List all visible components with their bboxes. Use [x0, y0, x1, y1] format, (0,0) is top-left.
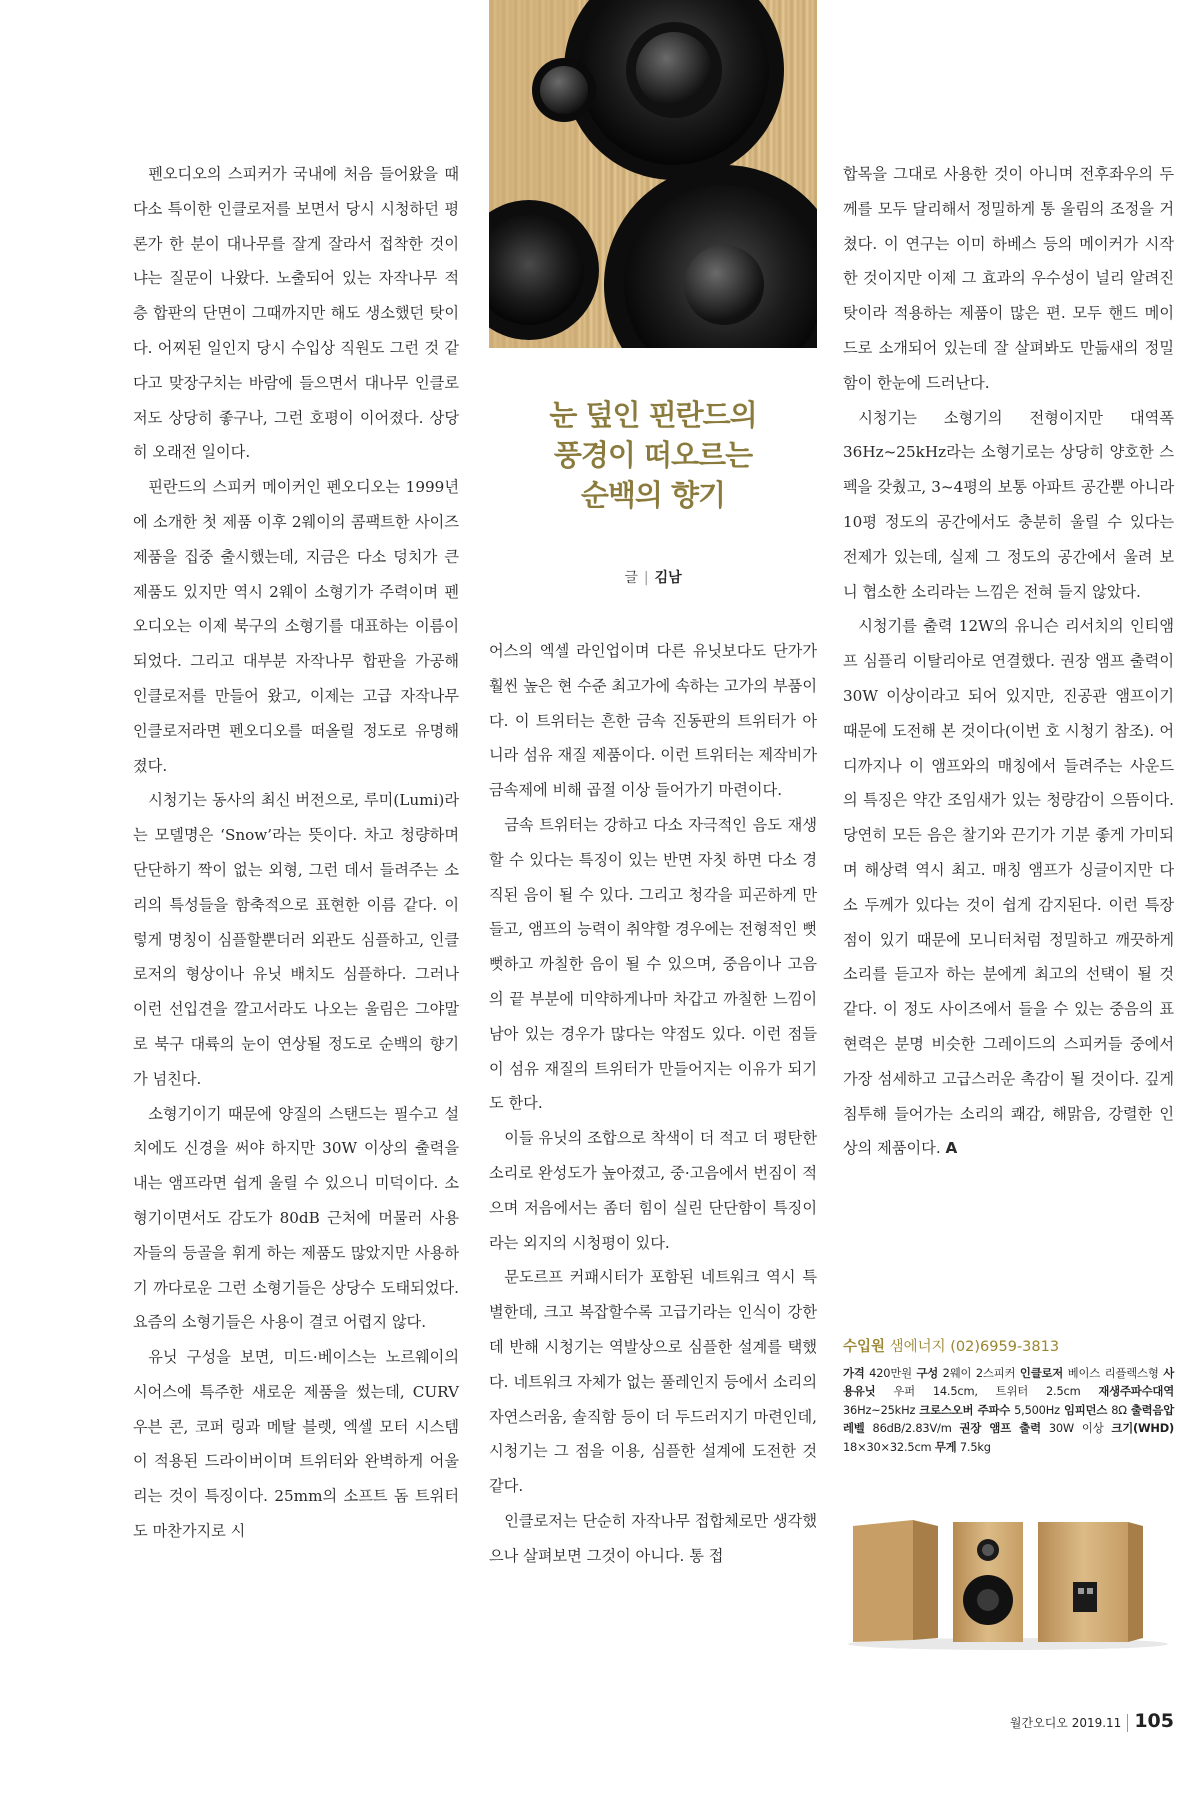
speaker-left-side — [853, 1520, 938, 1642]
spec-value: 베이스 리플렉스형 — [1067, 1366, 1159, 1380]
paragraph-text: 시청기를 출력 12W의 유니슨 리서치의 인티앰프 심플리 이탈리아로 연결했다. 권장 앰프 출력이 30W 이상이라고 되어 있지만, 진공관 앰프이기 때문에 도전해 본 것이다(이번 호 시청기 참조). 어디까지나 이 앰프와의 매칭에서 들려주는 사운드의 특징은 약간 조임새가 있는 청량감이 으뜸이다. 당연히 모든 음은 찰기와 끈기가 기분 좋게 가미되며 해상력 역시 최고. 매칭 앰프가 싱글이지만 다소 두께가 있다는 것이 쉽게 감지된다. 이런 특장점이 있기 때문에 모니터처럼 정밀하고 깨끗하게 소리를 듣고자 하는 분에게 최고의 선택이 될 것 같다. 이 정도 사이즈에서 들을 수 있는 중음의 표현력은 분명 비슷한 그레이드의 스피커들 중에서 가장 섬세하고 고급스러운 촉감이 될 것이다. 깊게 침투해 들어가는 소리의 쾌감, 해맑음, 강렬한 인상의 제품이다. — [843, 617, 1174, 1158]
speaker-photo — [489, 0, 817, 348]
spec-value: 18×30×32.5cm — [843, 1439, 932, 1454]
importer-value: 샘에너지 (02)6959-3813 — [889, 1339, 1060, 1355]
end-mark: A — [945, 1139, 958, 1158]
spec-value: 7.5kg — [959, 1439, 991, 1454]
spec-value: 5,500Hz — [1014, 1402, 1060, 1417]
byline-author: 김남 — [654, 570, 682, 586]
spec-label: 사용유닛 — [843, 1366, 1175, 1399]
spec-label: 크기(WHD) — [1111, 1421, 1174, 1436]
spec-label: 구성 — [916, 1366, 939, 1380]
spec-value: 30W 이상 — [1048, 1421, 1104, 1436]
spec-label: 무게 — [934, 1439, 957, 1454]
paragraph: 금속 트위터는 강하고 다소 자극적인 음도 재생할 수 있다는 특징이 있는 반면 자칫 하면 다소 경직된 음이 될 수 있다. 그리고 청각을 피곤하게 만들고, 앰프의 능력이 취약할 경우에는 전형적인 뻣뻣하고 까칠한 음이 될 수 있으며, 중음이나 고음의 끝 부분에 미약하게나마 차갑고 까칠한 느낌이 남아 있는 경우가 많다는 약점도 있다. 이런 점들이 섬유 재질의 트위터가 만들어지는 이유가 되기도 한다. — [489, 815, 817, 1113]
product-image — [843, 1512, 1174, 1652]
paragraph: 핀란드의 스피커 메이커인 펜오디오는 1999년에 소개한 첫 제품 이후 2웨이의 콤팩트한 사이즈 제품을 집중 출시했는데, 지금은 다소 덩치가 큰 제품도 있지만 역시 2웨이 소형기가 주력이며 펜오디오는 이제 북구의 소형기를 대표하는 이름이 되었다. 그리고 대부분 자작나무 합판을 가공해 인클로저를 만들어 왔고, 이제는 고급 자작나무 인클로저라면 펜오디오를 떠올릴 정도로 유명해졌다. — [133, 478, 459, 775]
paragraph: 펜오디오의 스피커가 국내에 처음 들어왔을 때 다소 특이한 인클로저를 보면서 당시 시청하던 평론가 한 분이 대나무를 잘게 잘라서 접착한 것이냐는 질문이 나왔다. 노출되어 있는 자작나무 적층 합판의 단면이 그때까지만 해도 생소했던 탓이다. 어찌된 일인지 당시 수입상 직원도 그런 것 같다고 맞장구치는 바람에 들으면서 대나무 인클로저도 상당히 좋구나, 그런 호평이 이어졌다. 상당히 오래전 일이다. — [133, 165, 459, 462]
spec-value: 36Hz~25kHz — [843, 1402, 916, 1417]
paragraph: 문도르프 커패시터가 포함된 네트워크 역시 특별한데, 크고 복잡할수록 고급기라는 인식이 강한데 반해 시청기는 역발상으로 심플한 설계를 택했다. 네트워크 자체가 없는 풀레인지 등에서 소리의 자연스러움, 솔직함 등이 더 두드러지기 마련인데, 시청기는 그 점을 이용, 심플한 설계에 도전한 것 같다. — [489, 1268, 817, 1496]
spec-label: 임피던스 — [1063, 1402, 1108, 1417]
paragraph: 시청기는 소형기의 전형이지만 대역폭 36Hz~25kHz라는 소형기로는 상당히 양호한 스펙을 갖췄고, 3~4평의 보통 아파트 공간뿐 아니라 10평 정도의 공간에서도 충분히 울릴 수 있다는 전제가 있는데, 실제 그 정도의 공간에서 울려 보니 협소한 소리라는 느낌은 전혀 들지 않았다. — [843, 408, 1174, 601]
spec-label: 권장 앰프 출력 — [959, 1421, 1041, 1436]
paragraph: 어스의 엑셀 라인업이며 다른 유닛보다도 단가가 훨씬 높은 현 수준 최고가에 속하는 고가의 부품이다. 이 트위터는 흔한 금속 진동판의 트위터가 아니라 섬유 재질 제품이다. 이런 트위터는 제작비가 금속제에 비해 곱절 이상 들어가기 마련이다. — [489, 642, 817, 800]
byline-label: 글 — [624, 570, 638, 586]
paragraph: 인클로저는 단순히 자작나무 접합체로만 생각했으나 살펴보면 그것이 아니다. 통 접 — [489, 1511, 817, 1565]
speaker-rear — [1038, 1522, 1143, 1642]
article-column-middle — [489, 634, 817, 1574]
spec-label: 가격 — [843, 1366, 865, 1380]
spec-value: 우퍼 14.5cm, 트위터 2.5cm — [893, 1384, 1081, 1399]
paragraph — [843, 609, 1174, 1166]
importer-label: 수입원 — [843, 1339, 886, 1355]
headline-line: 눈 덮인 핀란드의 — [549, 398, 757, 432]
paragraph: 합목을 그대로 사용한 것이 아니며 전후좌우의 두께를 모두 달리해서 정밀하게 통 울림의 조정을 거쳤다. 이 연구는 이미 하베스 등의 메이커가 시작한 것이지만 이제 그 효과의 우수성이 널리 알려진 탓이라 적용하는 제품이 많은 편. 모두 핸드 메이드로 소개되어 있는데 잘 살펴봐도 만듦새의 정밀함이 한눈에 드러난다. — [843, 165, 1174, 392]
paragraph: 소형기이기 때문에 양질의 스탠드는 필수고 설치에도 신경을 써야 하지만 30W 이상의 출력을 내는 앰프라면 쉽게 울릴 수 있으니 미덕이다. 소형기이면서도 감도가 80dB 근처에 머물러 사용자들의 등골을 휘게 하는 제품도 많았지만 사용하기 까다로운 그런 소형기들은 상당수 도태되었다. 요즘의 소형기들은 사용이 결코 어렵지 않다. — [133, 1104, 459, 1332]
spec-value: 8Ω — [1111, 1402, 1127, 1417]
magazine-issue: 월간오디오 2019.11 — [1009, 1716, 1122, 1730]
paragraph: 시청기는 동사의 최신 버전으로, 루미(Lumi)라는 모델명은 ‘Snow’라는 뜻이다. 차고 청량하며 단단하기 짝이 없는 외형, 그런 데서 들려주는 소리의 특성들을 함축적으로 표현한 이름 같다. 이렇게 명칭이 심플할뿐더러 외관도 심플하고, 인클로저의 형상이나 유닛 배치도 심플하다. 그러나 이런 선입견을 깔고서라도 나오는 울림은 그야말로 북구 대륙의 눈이 연상될 정도로 순백의 향기가 넘친다. — [133, 791, 459, 1088]
spec-list — [843, 1364, 1174, 1456]
headline-line: 순백의 향기 — [580, 478, 726, 512]
spec-label: 인클로저 — [1019, 1366, 1064, 1380]
article-column-left — [133, 157, 459, 1549]
spec-value: 86dB/2.83V/m — [872, 1421, 952, 1436]
headline-line: 풍경이 떠오르는 — [553, 438, 753, 472]
importer-line — [843, 1335, 1174, 1356]
page-footer — [1010, 1710, 1174, 1732]
spec-label: 출력음압레벨 — [843, 1402, 1175, 1436]
speaker-front — [953, 1522, 1023, 1642]
spec-label: 크로스오버 주파수 — [919, 1402, 1011, 1417]
spec-box — [843, 1335, 1174, 1456]
article-headline — [489, 395, 817, 515]
speaker-photo-illustration — [489, 0, 817, 348]
page-number: 105 — [1134, 1710, 1174, 1732]
paragraph: 유닛 구성을 보면, 미드·베이스는 노르웨이의 시어스에 특주한 새로운 제품을 썼는데, CURV 우븐 콘, 코퍼 링과 메탈 블렛, 엑셀 모터 시스템이 적용된 드라이버이며 트위터와 완벽하게 어울리는 것이 특징이다. 25mm의 소프트 돔 트위터도 마찬가지로 시 — [133, 1348, 459, 1541]
paragraph: 이들 유닛의 조합으로 착색이 더 적고 더 평탄한 소리로 완성도가 높아졌고, 중·고음에서 번짐이 적으며 저음에서는 좀더 힘이 실린 단단함이 특징이라는 외지의 시청평이 있다. — [489, 1129, 817, 1252]
byline: 글 | 김남 — [624, 570, 682, 586]
spec-label: 재생주파수대역 — [1098, 1384, 1174, 1399]
article-column-right — [843, 157, 1174, 1166]
spec-value: 420만원 — [869, 1366, 912, 1380]
spec-value: 2웨이 2스피커 — [942, 1366, 1016, 1380]
